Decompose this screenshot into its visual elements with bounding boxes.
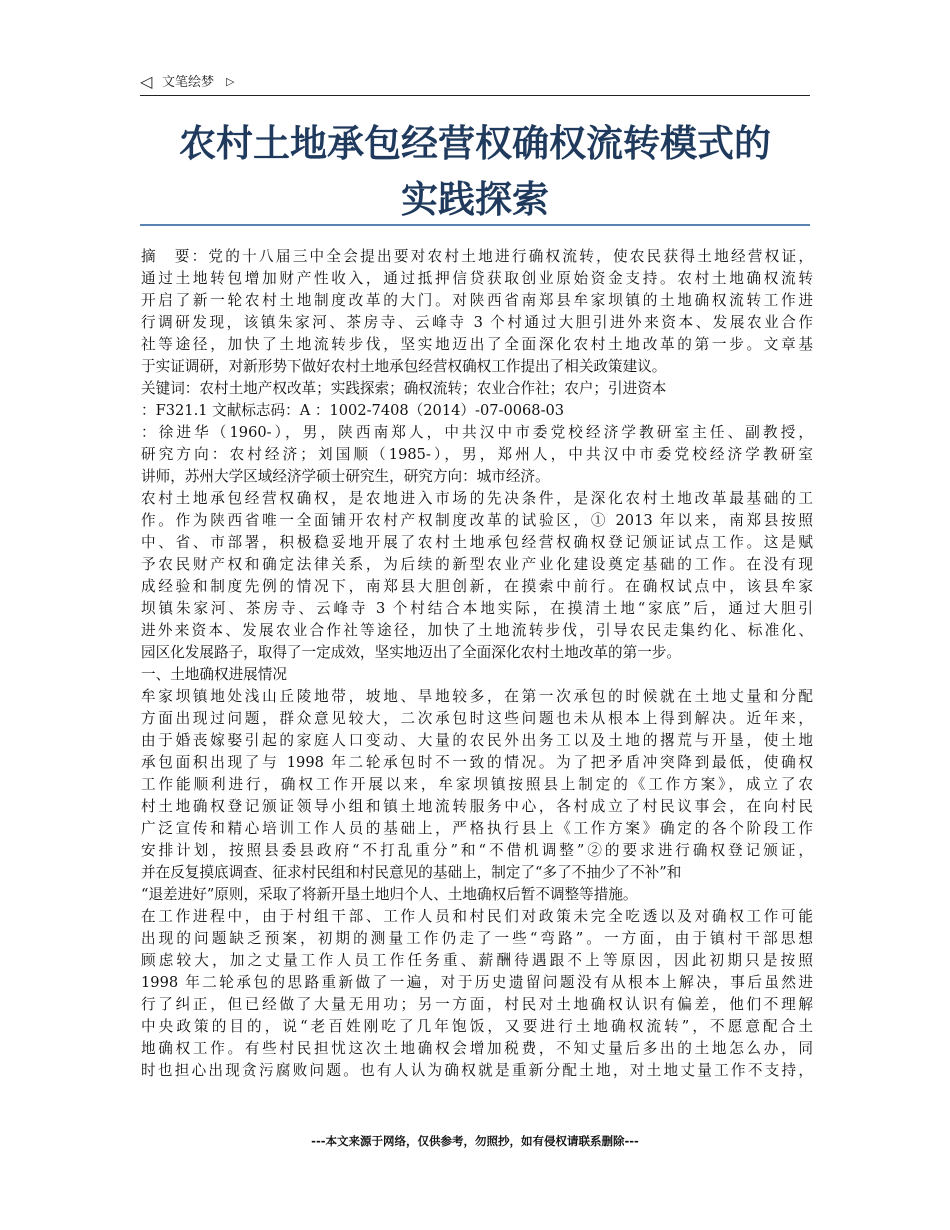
- text-line: 并在反复摸底调查、征求村民组和村民意见的基础上，制定了“多了不抽少了不补”和: [141, 864, 682, 881]
- text-line: 中、省、市部署，积极稳妥地开展了农村土地承包经营权确权登记颁证试点工作。这是赋: [141, 534, 813, 551]
- text-line: 成经验和制度先例的情况下，南郑县大胆创新，在摸索中前行。在确权试点中，该县牟家: [141, 578, 813, 595]
- left-triangle-icon: ◁: [140, 72, 153, 91]
- text-line: 方面出现过问题，群众意见较大，二次承包时这些问题也未从根本上得到解决。近年来，: [141, 710, 813, 727]
- text-line: 社等途径，加快了土地流转步伐，坚实地迈出了全面深化农村土地改革的第一步。文章基: [141, 336, 813, 353]
- text-line: 牟家坝镇地处浅山丘陵地带，坡地、旱地较多，在第一次承包的时候就在土地丈量和分配: [141, 688, 813, 705]
- text-line: 摘 要：党的十八届三中全会提出要对农村土地进行确权流转，使农民获得土地经营权证，: [141, 248, 813, 265]
- text-line: 农村土地承包经营权确权，是农地进入市场的先决条件，是深化农村土地改革最基础的工: [141, 490, 813, 507]
- article-body: [141, 246, 813, 1082]
- text-line: 顾虑较大，加之丈量工作人员工作任务重、薪酬待遇跟不上等原因，因此初期只是按照: [141, 952, 813, 969]
- text-line: “退差进好”原则，采取了将新开垦土地归个人、土地确权后暂不调整等措施。: [141, 886, 638, 903]
- right-triangle-icon: ▷: [226, 75, 235, 88]
- text-line: 于实证调研，对新形势下做好农村土地承包经营权确权工作提出了相关政策建议。: [141, 358, 667, 375]
- brand-name: 文笔绘梦: [162, 75, 215, 90]
- text-line: 坝镇朱家河、茶房寺、云峰寺 3 个村结合本地实际，在摸清土地“家底”后，通过大胆引: [141, 600, 813, 617]
- text-line: 安排计划，按照县委县政府“不打乱重分”和“不借机调整”②的要求进行确权登记颁证，: [141, 842, 813, 859]
- text-line: 讲师，苏州大学区域经济学硕士研究生，研究方向：城市经济。: [141, 468, 550, 485]
- text-line: 时也担心出现贪污腐败问题。也有人认为确权就是重新分配土地，对土地丈量工作不支持，: [141, 1062, 813, 1079]
- text-line: 一、土地确权进展情况: [141, 666, 287, 683]
- title-line-2: 实践探索: [401, 178, 549, 221]
- text-line: 开启了新一轮农村土地制度改革的大门。对陕西省南郑县牟家坝镇的土地确权流转工作进: [141, 292, 813, 309]
- text-line: 1998 年二轮承包的思路重新做了一遍，对于历史遗留问题没有从根本上解决，事后虽然进: [141, 974, 813, 991]
- text-line: 进外来资本、发展农业合作社等途径，加快了土地流转步伐，引导农民走集约化、标准化、: [141, 622, 813, 639]
- text-line: 园区化发展路子，取得了一定成效，坚实地迈出了全面深化农村土地改革的第一步。: [141, 644, 681, 661]
- text-line: 村土地确权登记颁证领导小组和镇土地流转服务中心，各村成立了村民议事会，在向村民: [141, 798, 813, 815]
- text-line: 予农民财产权和确定法律关系，为后续的新型农业产业化建设奠定基础的工作。在没有现: [141, 556, 813, 573]
- text-line: 研究方向：农村经济；刘国顺（1985-），男，郑州人，中共汉中市委党校经济学教研室: [141, 446, 813, 463]
- text-line: 在工作进程中，由于村组干部、工作人员和村民们对政策未完全吃透以及对确权工作可能: [141, 908, 813, 925]
- text-line: ：F321.1 文献标志码：A ：1002-7408（2014）-07-0068-03: [141, 402, 565, 419]
- text-line: 行了纠正，但已经做了大量无用功；另一方面，村民对土地确权认识有偏差，他们不理解: [141, 996, 813, 1013]
- text-line: 由于婚丧嫁娶引起的家庭人口变动、大量的农民外出务工以及土地的撂荒与开垦，使土地: [141, 732, 813, 749]
- page-header: [140, 72, 810, 94]
- header-divider: [140, 95, 810, 96]
- text-line: 广泛宣传和精心培训工作人员的基础上，严格执行县上《工作方案》确定的各个阶段工作: [141, 820, 813, 837]
- text-line: ：徐进华（1960-），男，陕西南郑人，中共汉中市委党校经济学教研室主任、副教授，: [141, 424, 813, 441]
- page-title: [140, 116, 810, 228]
- footer-disclaimer: ---本文来源于网络，仅供参考，勿照抄，如有侵权请联系删除---: [311, 1134, 639, 1148]
- text-line: 出现的问题缺乏预案，初期的测量工作仍走了一些“弯路”。一方面，由于镇村干部思想: [141, 930, 813, 947]
- text-line: 通过土地转包增加财产性收入，通过抵押信贷获取创业原始资金支持。农村土地确权流转: [141, 270, 813, 287]
- title-line-1: 农村土地承包经营权确权流转模式的: [179, 122, 771, 165]
- text-line: 行调研发现，该镇朱家河、茶房寺、云峰寺 3 个村通过大胆引进外来资本、发展农业合作: [141, 314, 813, 331]
- text-line: 关键词：农村土地产权改革；实践探索；确权流转；农业合作社；农户；引进资本: [141, 380, 667, 397]
- text-line: 工作能顺利进行，确权工作开展以来，牟家坝镇按照县上制定的《工作方案》，成立了农: [141, 776, 813, 793]
- text-line: 作。作为陕西省唯一全面铺开农村产权制度改革的试验区，① 2013 年以来，南郑县按照: [141, 512, 813, 529]
- text-line: 地确权工作。有些村民担忧这次土地确权会增加税费，不知丈量后多出的土地怎么办，同: [141, 1040, 813, 1057]
- title-divider: [140, 224, 810, 226]
- text-line: 中央政策的目的，说“老百姓刚吃了几年饱饭，又要进行土地确权流转”，不愿意配合土: [141, 1018, 813, 1035]
- text-line: 承包面积出现了与 1998 年二轮承包时不一致的情况。为了把矛盾冲突降到最低，使确权: [141, 754, 813, 771]
